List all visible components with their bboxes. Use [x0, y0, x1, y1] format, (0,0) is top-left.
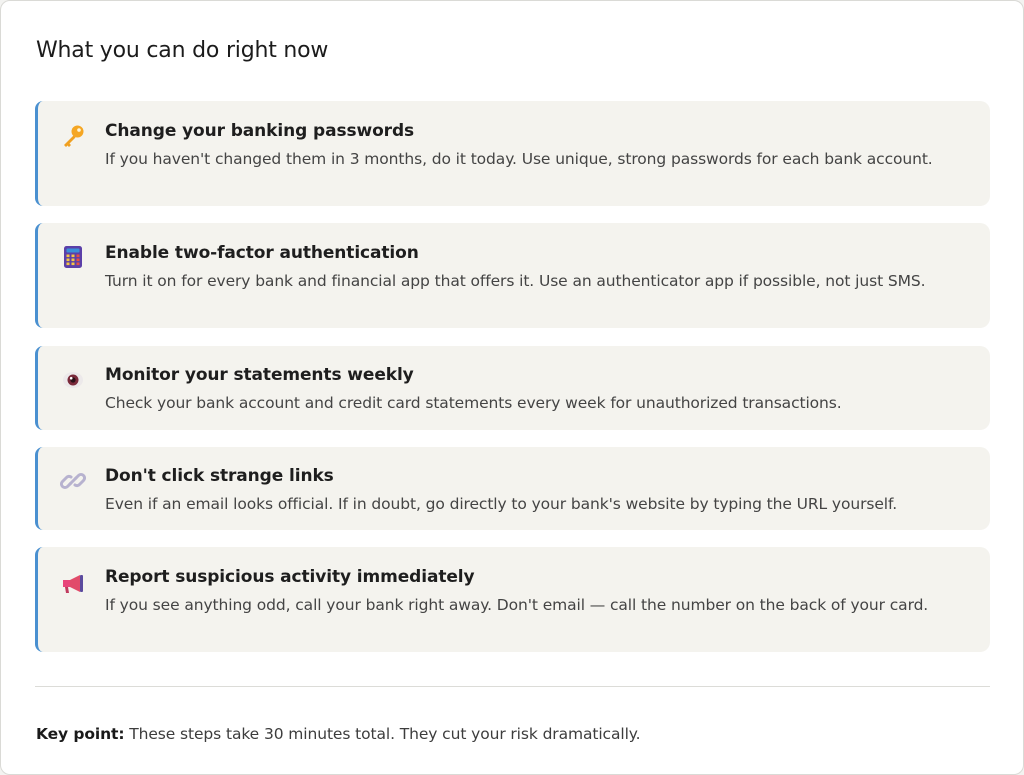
key-icon: [60, 123, 86, 149]
step-description: Even if an email looks official. If in doubt, go directly to your bank's website by typing the URL yourself.: [105, 495, 898, 513]
step-description: Check your bank account and credit card statements every week for unauthorized transactions.: [105, 394, 842, 412]
step-card-report: [35, 547, 990, 652]
step-card-two-factor: [35, 223, 990, 328]
calculator-icon: [60, 244, 86, 270]
step-card-passwords: [35, 101, 990, 206]
step-card-links: [35, 447, 990, 530]
key-point-text: These steps take 30 minutes total. They cut your risk dramatically.: [124, 725, 641, 743]
step-title: Enable two-factor authentication: [105, 243, 419, 263]
step-title: Change your banking passwords: [105, 121, 415, 141]
key-point-note: [36, 725, 640, 743]
step-description: Turn it on for every bank and financial app that offers it. Use an authenticator app if possible, not just SMS.: [105, 272, 926, 290]
divider: [35, 686, 990, 687]
key-point-label: Key point:: [36, 725, 125, 743]
step-description: If you see anything odd, call your bank right away. Don't email — call the number on the back of your card.: [105, 596, 929, 614]
step-title: Report suspicious activity immediately: [105, 567, 475, 587]
step-description: If you haven't changed them in 3 months, do it today. Use unique, strong passwords for each bank account.: [105, 150, 933, 168]
megaphone-icon: [60, 570, 86, 596]
step-title: Monitor your statements weekly: [105, 365, 414, 385]
eye-icon: [60, 367, 86, 393]
step-title: Don't click strange links: [105, 466, 334, 486]
link-icon: [60, 468, 86, 494]
step-card-monitor: [35, 346, 990, 430]
panel-title: What you can do right now: [36, 38, 329, 63]
